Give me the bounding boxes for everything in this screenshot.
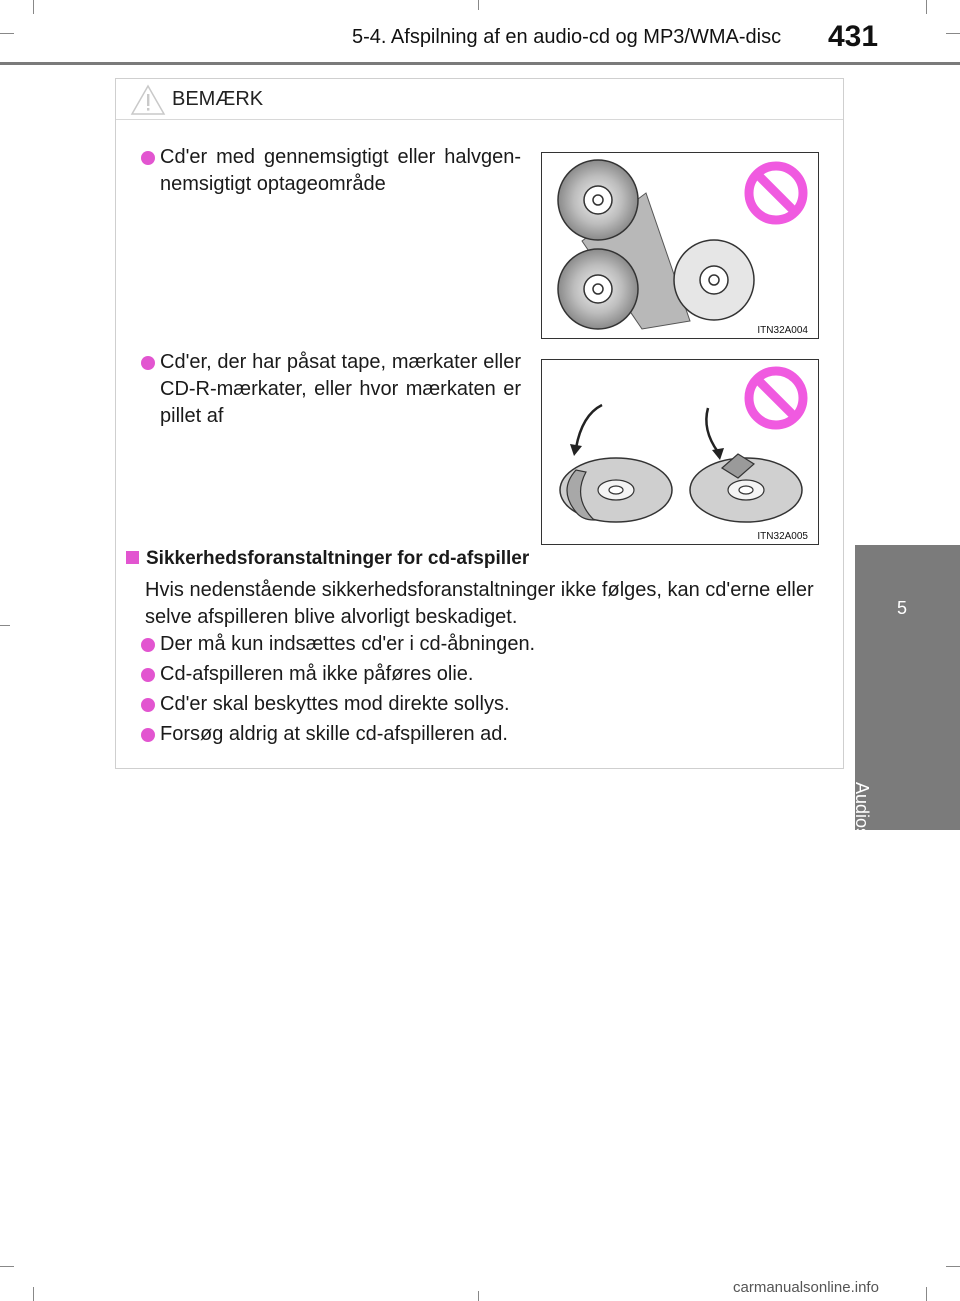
list-item-text: Forsøg aldrig at skille cd-afspilleren ad.: [160, 723, 508, 745]
note-item: [141, 144, 521, 198]
section-paragraph: Hvis nedenstående sikkerhedsforanstaltninger ikke følges, kan cd'erne eller selve afspilleren blive alvorligt beskadiget.: [145, 579, 814, 628]
taped-cd-illustration: [542, 360, 818, 544]
list-item-text: Cd'er skal beskyttes mod direkte sollys.: [160, 693, 510, 715]
chapter-label: Audiosystem: [852, 782, 872, 886]
list-item: [141, 721, 831, 748]
crop-mark: [0, 1266, 14, 1267]
list-item: [141, 691, 831, 718]
crop-mark: [33, 0, 34, 14]
list-item-text: Cd-afspilleren må ikke påføres olie.: [160, 663, 474, 685]
header-rule: [0, 62, 960, 65]
header-title: 5-4. Afspilning af en audio-cd og MP3/WMA-disc: [352, 26, 782, 48]
bullet-dot: [141, 356, 155, 370]
bullet-dot: [141, 638, 155, 652]
note-box: [115, 78, 844, 769]
figure-transparent-cd: [541, 152, 819, 339]
bullet-dot: [141, 151, 155, 165]
bullet-dot: [141, 668, 155, 682]
bullet-dot: [141, 698, 155, 712]
transparent-cd-illustration: [542, 153, 818, 338]
note-item-text: Cd'er, der har påsat tape, mærkater eller CD-R-mærkater, eller hvor mærkaten er pillet af: [160, 351, 521, 427]
list-item: [141, 661, 831, 688]
list-item-text: Der må kun indsættes cd'er i cd-åbningen.: [160, 633, 536, 655]
section-heading-text: Sikkerhedsforanstaltninger for cd-afspiller: [146, 548, 530, 569]
watermark[interactable]: carmanualsonline.info: [733, 1279, 879, 1296]
section-marker-icon: [126, 551, 139, 564]
crop-mark: [926, 0, 927, 14]
crop-mark: [946, 33, 960, 34]
crop-mark: [478, 0, 479, 10]
section-heading: [126, 548, 529, 570]
note-title: BEMÆRK: [172, 88, 264, 110]
crop-mark: [478, 1291, 479, 1301]
note-item-text: Cd'er med gennemsigtigt eller halvgen-nemsigtigt optageområde: [160, 146, 521, 195]
figure-taped-cd: [541, 359, 819, 545]
list-item: [141, 631, 831, 658]
figure-code: ITN32A005: [757, 531, 808, 542]
crop-mark: [946, 1266, 960, 1267]
no-symbol-icon: [749, 166, 803, 220]
note-item: [141, 349, 521, 430]
crop-mark: [926, 1287, 927, 1301]
crop-mark: [0, 625, 10, 626]
bullet-dot: [141, 728, 155, 742]
warning-icon: [130, 84, 166, 116]
crop-mark: [0, 33, 14, 34]
crop-mark: [33, 1287, 34, 1301]
page-number: 431: [828, 20, 879, 53]
chapter-number: 5: [897, 598, 908, 618]
note-header: [116, 79, 843, 120]
no-symbol-icon: [749, 371, 803, 425]
figure-code: ITN32A004: [757, 325, 808, 336]
